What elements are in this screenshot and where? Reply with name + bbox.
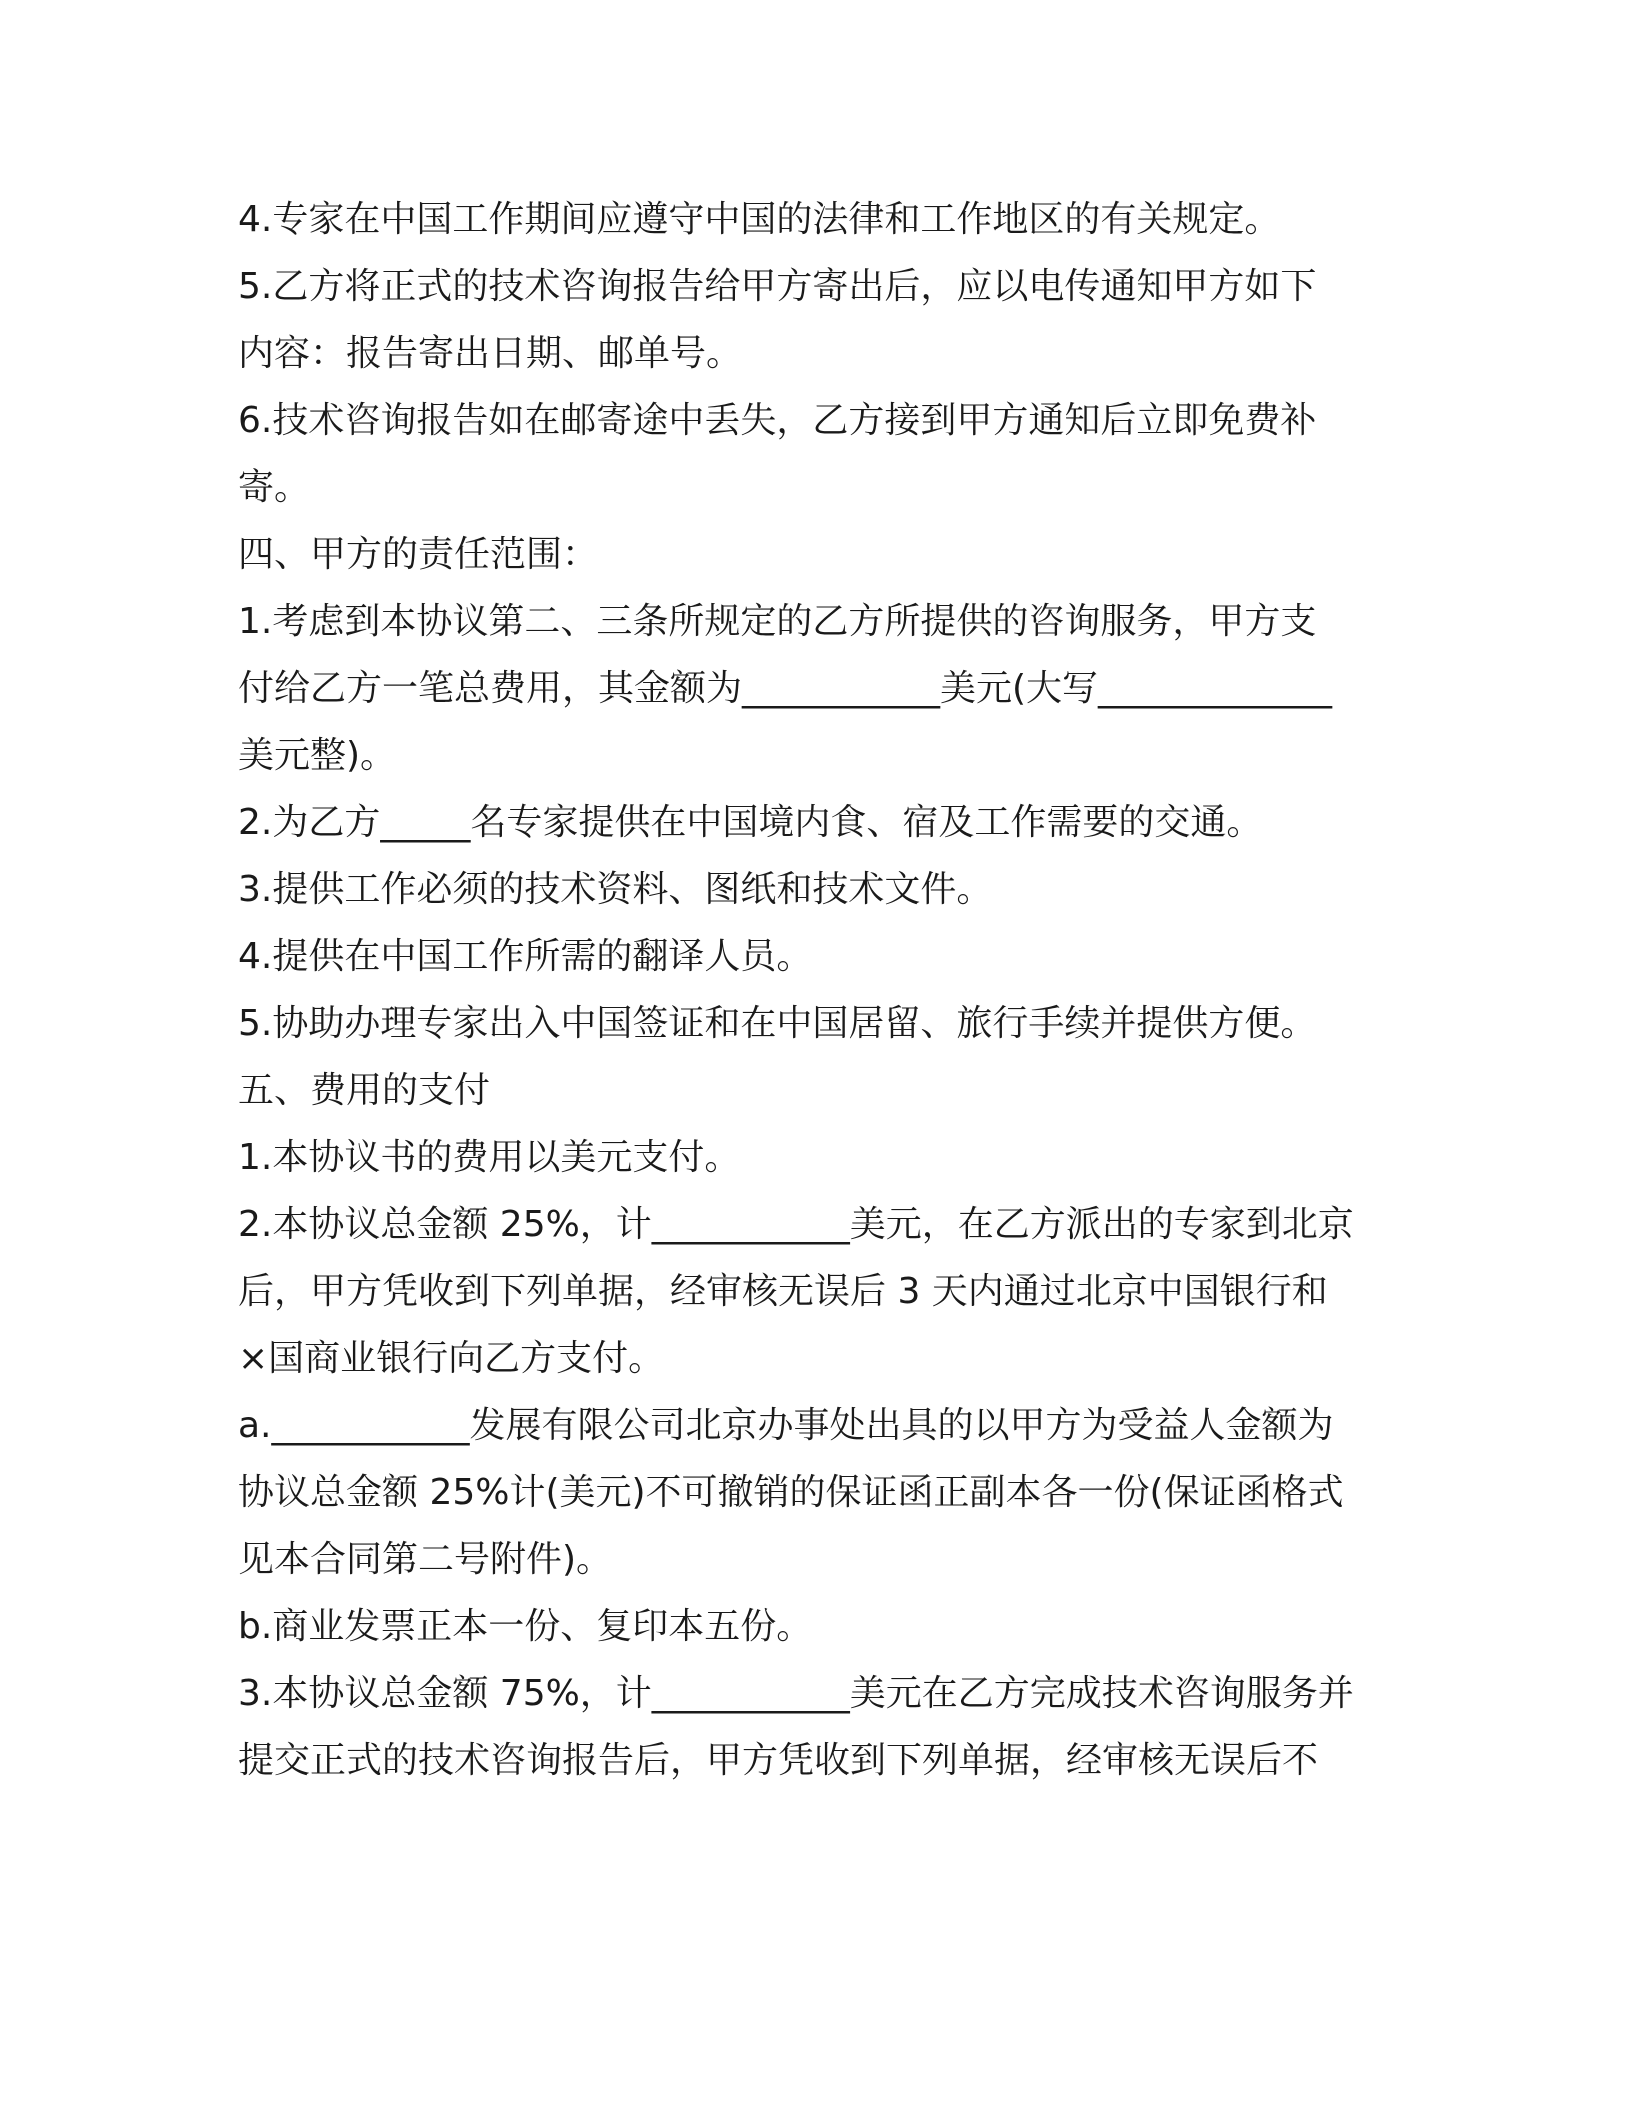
section-heading: 四、甲方的责任范围：	[238, 534, 599, 575]
text-line: 后，甲方凭收到下列单据，经审核无误后 3 天内通过北京中国银行和	[238, 1271, 1328, 1312]
document-page	[238, 186, 1418, 1794]
text-line: 内容：报告寄出日期、邮单号。	[238, 333, 743, 374]
text-line: 2.本协议总金额 25%，计___________美元，在乙方派出的专家到北京	[238, 1204, 1354, 1245]
text-line: 4.提供在中国工作所需的翻译人员。	[238, 936, 813, 977]
text-line: 见本合同第二号附件)。	[238, 1539, 613, 1580]
text-line: 1.本协议书的费用以美元支付。	[238, 1137, 741, 1178]
text-line: ×国商业银行向乙方支付。	[238, 1338, 665, 1379]
text-line: 付给乙方一笔总费用，其金额为___________美元(大写_____________	[238, 668, 1333, 709]
text-line: 提交正式的技术咨询报告后，甲方凭收到下列单据，经审核无误后不	[238, 1740, 1319, 1781]
text-line: 5.协助办理专家出入中国签证和在中国居留、旅行手续并提供方便。	[238, 1003, 1317, 1044]
text-line: 1.考虑到本协议第二、三条所规定的乙方所提供的咨询服务，甲方支	[238, 601, 1317, 642]
text-line: a.___________发展有限公司北京办事处出具的以甲方为受益人金额为	[238, 1405, 1334, 1446]
text-line: 4.专家在中国工作期间应遵守中国的法律和工作地区的有关规定。	[238, 199, 1281, 240]
text-line: 协议总金额 25%计(美元)不可撤销的保证函正副本各一份(保证函格式	[238, 1472, 1344, 1513]
text-line: 5.乙方将正式的技术咨询报告给甲方寄出后，应以电传通知甲方如下	[238, 266, 1317, 307]
text-line: 6.技术咨询报告如在邮寄途中丢失，乙方接到甲方通知后立即免费补	[238, 400, 1317, 441]
text-line: b.商业发票正本一份、复印本五份。	[238, 1606, 813, 1647]
text-line: 美元整)。	[238, 735, 397, 776]
section-heading: 五、费用的支付	[238, 1070, 491, 1111]
text-line: 3.本协议总金额 75%，计___________美元在乙方完成技术咨询服务并	[238, 1673, 1354, 1714]
text-line: 寄。	[238, 467, 311, 508]
text-line: 2.为乙方_____名专家提供在中国境内食、宿及工作需要的交通。	[238, 802, 1263, 843]
text-line: 3.提供工作必须的技术资料、图纸和技术文件。	[238, 869, 993, 910]
